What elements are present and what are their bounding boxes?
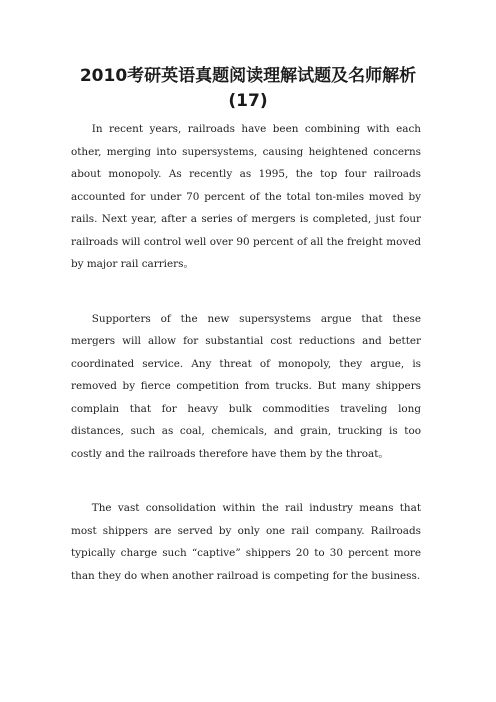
paragraph-2: Supporters of the new supersystems argue that these mergers will allow for substantial cost reductions and better coordinated service. Any threat of monopoly, they argue, is removed by fierce competition from trucks. But many shippers complain that for heavy bulk commodities traveling long distances, such as coal, chemicals, and grain, trucking is too costly and the railroads therefore have them by the throat。 — [71, 312, 421, 460]
paragraph-3: The vast consolidation within the rail industry means that most shippers are served by only one rail company. Railroads typically charge such “captive” shippers 20 to 30 percent more than they do when another railroad is competing for the business. — [71, 502, 421, 582]
document-body — [71, 118, 421, 619]
paragraph-1: In recent years, railroads have been combining with each other, merging into supersystems, causing heightened concerns about monopoly. As recently as 1995, the top four railroads accounted for under 70 percent of the total ton-miles moved by rails. Next year, after a series of mergers is completed, just four railroads will control well over 90 percent of all the freight moved by major rail carriers。 — [71, 123, 421, 270]
document-title: 2010考研英语真题阅读理解试题及名师解析(17) — [79, 66, 417, 111]
